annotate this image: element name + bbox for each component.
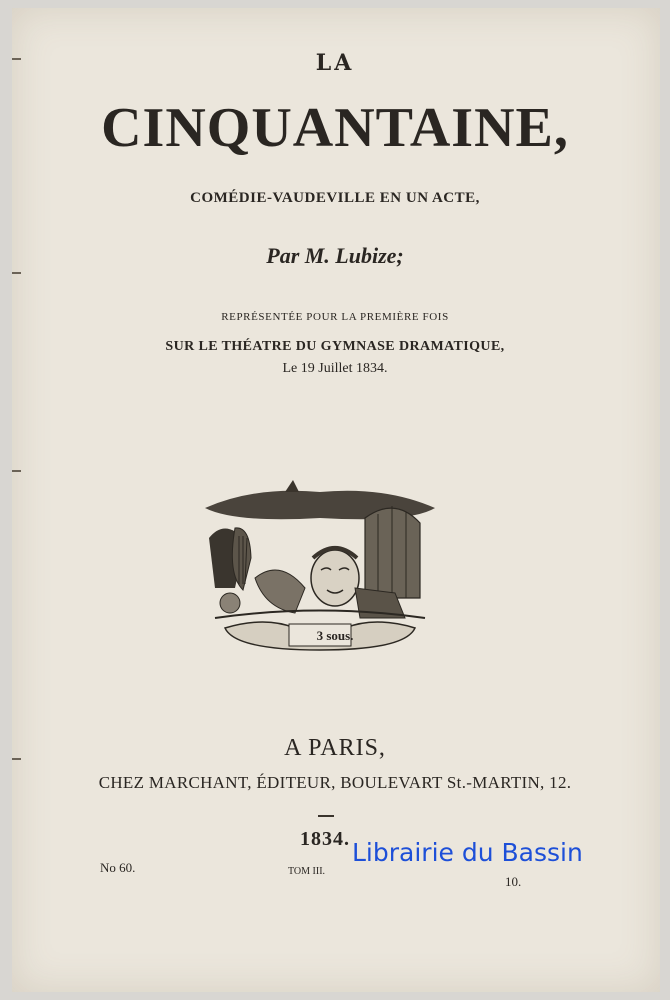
binding-mark [12, 272, 21, 274]
place-of-publication: A PARIS, [284, 735, 386, 761]
performance-date: Le 19 Juillet 1834. [282, 361, 388, 376]
author-line: Par M. Lubize; [266, 243, 404, 268]
price-label: 3 sous. [316, 628, 354, 643]
watermark-text: Librairie du Bassin [352, 838, 583, 867]
volume-number: TOM III. [288, 866, 326, 877]
performance-note: REPRÉSENTÉE POUR LA PREMIÈRE FOIS [221, 311, 449, 323]
publisher-line: CHEZ MARCHANT, ÉDITEUR, BOULEVART St.-MARTIN, 12. [98, 773, 572, 792]
divider [318, 815, 334, 817]
binding-mark [12, 470, 21, 472]
title-article: LA [315, 50, 355, 76]
page-title: CINQUANTAINE, [101, 97, 569, 159]
subtitle: COMÉDIE-VAUDEVILLE EN UN ACTE, [190, 190, 480, 206]
theatre-line: SUR LE THÉATRE DU GYMNASE DRAMATIQUE, [165, 339, 505, 354]
issue-number: No 60. [100, 860, 136, 875]
page-number: 10. [505, 874, 522, 889]
publication-year: 1834. [300, 828, 350, 850]
